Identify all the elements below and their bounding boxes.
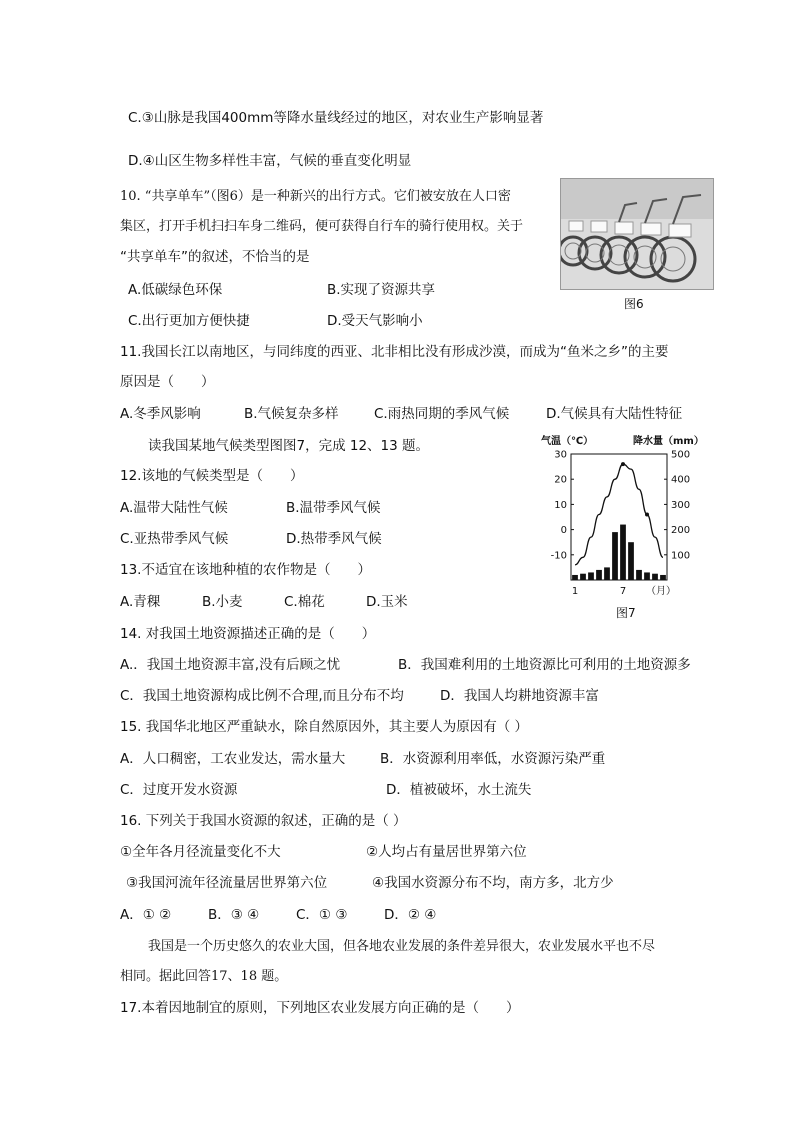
- month-tick-label: 7: [619, 586, 627, 597]
- q13-stem: 13.不适宜在该地种植的农作物是（ ）: [120, 562, 371, 578]
- precipitation-bar: [660, 575, 666, 580]
- q12-stem: 12.该地的气候类型是（ ）: [120, 468, 304, 484]
- q15-stem: 15. 我国华北地区严重缺水，除自然原因外，其主要人为原因有（ ）: [120, 719, 529, 735]
- q17-18-intro-line2: 相同。据此回答17、18 题。: [120, 969, 288, 984]
- month-tick-label: 1: [571, 586, 579, 597]
- temperature-tick-label: -10: [550, 550, 567, 562]
- q11-option-d: D.气候具有大陆性特征: [546, 406, 683, 422]
- precipitation-bar: [644, 572, 650, 580]
- q14-option-a: A.．我国土地资源丰富,没有后顾之忧: [120, 657, 341, 673]
- temperature-curve: [575, 464, 663, 565]
- precipitation-bar: [596, 570, 602, 580]
- q11-option-c: C.雨热同期的季风气候: [374, 406, 510, 422]
- precipitation-bar: [636, 570, 642, 580]
- temperature-point: [645, 512, 649, 516]
- q11-option-a: A.冬季风影响: [120, 406, 201, 422]
- precipitation-axis-label: 降水量（mm）: [633, 436, 704, 447]
- bicycles-illustration: [561, 179, 713, 289]
- q10-option-a: A.低碳绿色环保: [128, 282, 223, 298]
- q11-stem-line1: 11.我国长江以南地区，与同纬度的西亚、北非相比没有形成沙漠，而成为“鱼米之乡”的主要: [120, 344, 669, 360]
- q10-option-c: C.出行更加方便快捷: [128, 313, 250, 329]
- q16-statement-1: ①全年各月径流量变化不大: [120, 844, 281, 860]
- temperature-tick-label: 20: [554, 474, 567, 486]
- q9-option-d: D.④山区生物多样性丰富，气候的垂直变化明显: [128, 153, 412, 169]
- q16-stem: 16. 下列关于我国水资源的叙述，正确的是（ ）: [120, 813, 407, 829]
- q16-option-a: A．① ②: [120, 907, 172, 923]
- precipitation-tick-label: 200: [671, 525, 691, 537]
- precipitation-bar: [628, 542, 634, 580]
- precipitation-tick-label: 300: [671, 499, 691, 511]
- precipitation-tick-label: 100: [671, 550, 691, 562]
- precipitation-bar: [652, 574, 658, 580]
- temperature-tick-label: 30: [554, 449, 567, 461]
- q16-statement-3: ③我国河流年径流量居世界第六位: [126, 875, 328, 891]
- q9-option-c: C.③山脉是我国400mm等降水量线经过的地区，对农业生产影响显著: [128, 110, 544, 126]
- temperature-tick-label: 10: [554, 499, 567, 511]
- temperature-point: [621, 462, 625, 466]
- precipitation-bar: [612, 532, 618, 580]
- month-tick-label: （月）: [646, 586, 676, 597]
- shared-bikes-photo: [560, 178, 714, 290]
- q12-option-b: B.温带季风气候: [286, 500, 381, 516]
- q14-stem: 14. 对我国土地资源描述正确的是（ ）: [120, 626, 376, 642]
- q15-option-b: B．水资源利用率低，水资源污染严重: [380, 751, 606, 767]
- q17-stem: 17.本着因地制宜的原则，下列地区农业发展方向正确的是（ ）: [120, 1000, 520, 1016]
- q10-stem-line3: “共享单车”的叙述，不恰当的是: [120, 249, 310, 265]
- q13-option-b: B.小麦: [202, 594, 243, 610]
- q16-statement-2: ②人均占有量居世界第六位: [366, 844, 527, 860]
- precipitation-tick-label: 400: [671, 474, 691, 486]
- climate-chart: [535, 430, 715, 610]
- q12-option-c: C.亚热带季风气候: [120, 531, 229, 547]
- q10-stem-line1: 10. “共享单车”（图6）是一种新兴的出行方式。它们被安放在人口密: [120, 189, 511, 204]
- precipitation-bar: [604, 567, 610, 580]
- figure7-caption: 图7: [616, 606, 636, 620]
- q12-option-d: D.热带季风气候: [286, 531, 382, 547]
- q11-stem-line2: 原因是（ ）: [120, 374, 215, 390]
- q12-13-intro: 读我国某地气候类型图图7，完成 12、13 题。: [148, 438, 430, 454]
- q10-option-d: D.受天气影响小: [327, 313, 423, 329]
- q10-option-b: B.实现了资源共享: [327, 282, 436, 298]
- q14-option-d: D．我国人均耕地资源丰富: [440, 688, 599, 704]
- temperature-axis-label: 气温（℃）: [541, 436, 594, 447]
- q11-option-b: B.气候复杂多样: [244, 406, 339, 422]
- figure6-caption: 图6: [624, 297, 644, 311]
- temperature-tick-label: 0: [560, 525, 567, 537]
- q15-option-d: D．植被破坏，水土流失: [386, 782, 532, 798]
- q12-option-a: A.温带大陆性气候: [120, 500, 228, 516]
- q13-option-a: A.青稞: [120, 594, 161, 610]
- q17-18-intro-line1: 我国是一个历史悠久的农业大国，但各地农业发展的条件差异很大，农业发展水平也不尽: [148, 939, 656, 954]
- q14-option-b: B．我国难利用的土地资源比可利用的土地资源多: [398, 657, 691, 673]
- q14-option-c: C．我国土地资源构成比例不合理,而且分布不均: [120, 688, 404, 704]
- q15-option-c: C．过度开发水资源: [120, 782, 238, 798]
- q16-option-b: B．③ ④: [208, 907, 260, 923]
- precipitation-bar: [572, 575, 578, 580]
- q10-stem-line2: 集区，打开手机扫扫车身二维码，便可获得自行车的骑行使用权。关于: [120, 219, 524, 234]
- q16-option-d: D．② ④: [384, 907, 437, 923]
- q16-option-c: C．① ③: [296, 907, 348, 923]
- precipitation-bar: [580, 574, 586, 580]
- q13-option-c: C.棉花: [284, 594, 325, 610]
- q13-option-d: D.玉米: [366, 594, 408, 610]
- precipitation-bar: [620, 525, 626, 580]
- q16-statement-4: ④我国水资源分布不均，南方多，北方少: [372, 875, 614, 891]
- precipitation-tick-label: 500: [671, 449, 691, 461]
- q15-option-a: A．人口稠密，工农业发达，需水量大: [120, 751, 346, 767]
- precipitation-bar: [588, 572, 594, 580]
